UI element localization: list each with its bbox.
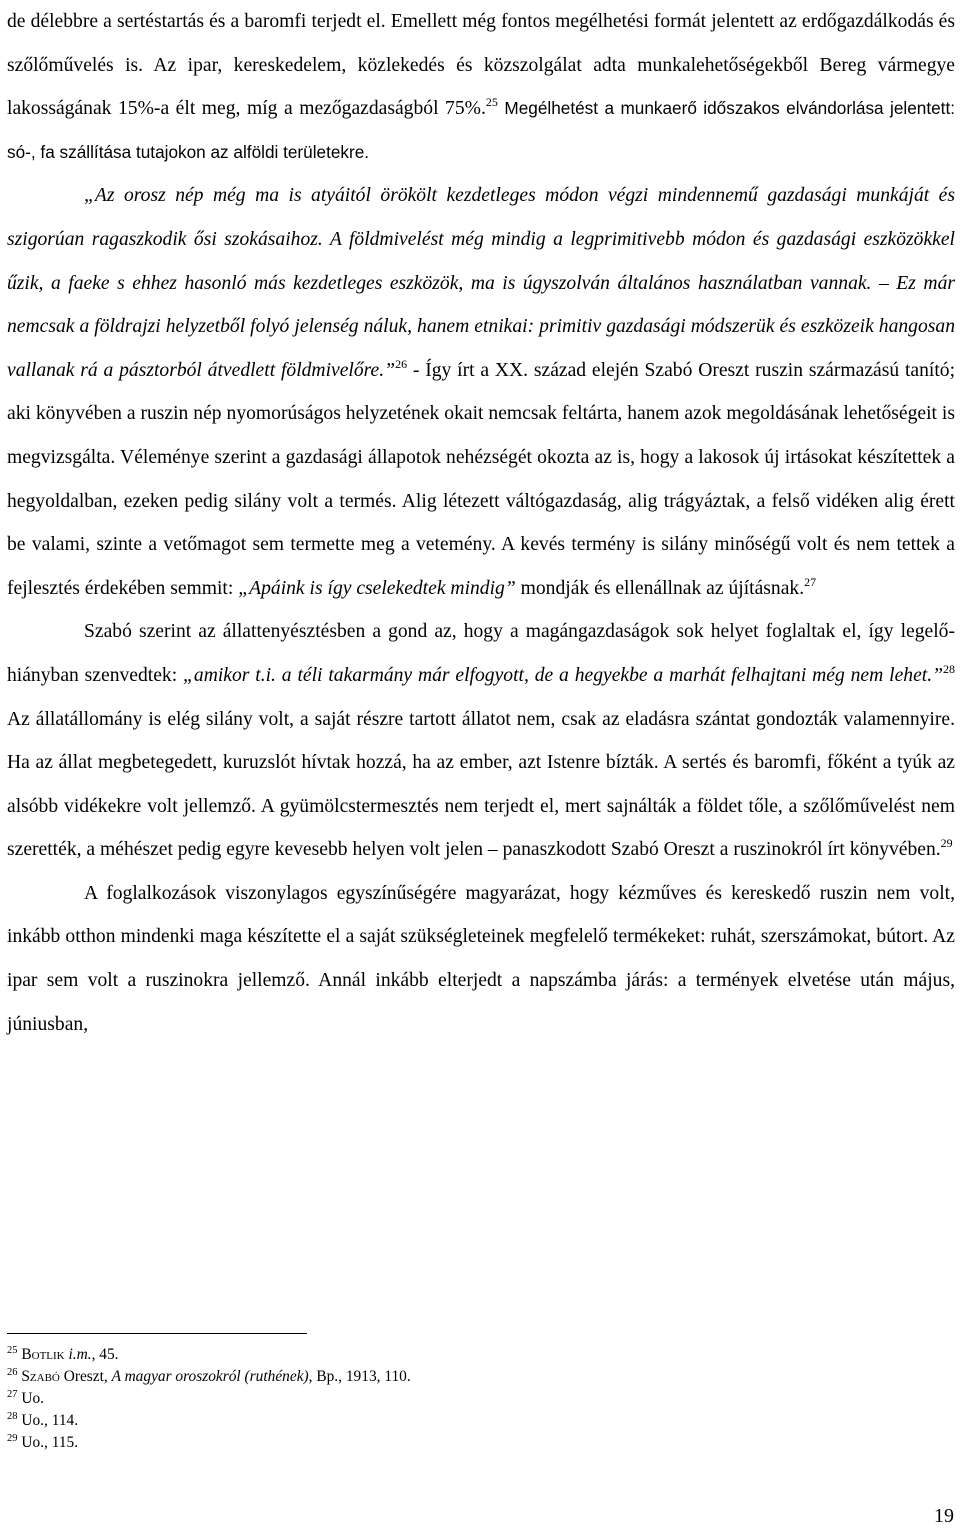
paragraph-1-text-a: de délebbre a sertéstartás és a baromfi terjedt el. Emellett még fontos megélhetési formát jelentett az erdőgazdálkodás és szőlőművelés is. Az ipar, kereskedelem, közlekedés és közszolgálat adta munkalehetőségekből Bereg vármegye lakosságának 15%-a élt meg, míg a mezőgazdaságból 75%.: [7, 11, 955, 120]
footnote-ref-26[interactable]: 26: [395, 356, 408, 371]
paragraph-2: [7, 174, 955, 610]
footnote-text: Uo., 115.: [21, 1434, 79, 1451]
footnote-author: Szabó: [21, 1368, 60, 1385]
footnote-text: Uo., 114.: [21, 1412, 79, 1429]
footnote-number: 25: [7, 1345, 18, 1356]
footnotes: [7, 1344, 947, 1454]
paragraph-3-text-b: Az állatállomány is elég silány volt, a saját részre tartott állatot nem, csak az eladásra szántat gondozták valamennyire. Ha az állat megbetegedett, kuruzslót hívtak hozzá, ha az ember, azt Istenre bízták. A sertés és baromfi, főként a tyúk az alsóbb vidékekre volt jellemző. A gyümölcstermesztés nem terjedt el, mert sajnálták a földet tőle, a szőlőművelést nem szerették, a méhészet pedig egyre kevesebb helyen volt jelen – panaszkodott Szabó Oreszt a ruszinokról írt könyvében.: [7, 708, 955, 861]
footnote-number: 28: [7, 1411, 18, 1422]
footnote-26: [7, 1366, 947, 1388]
paragraph-3-text-a: Szabó szerint az állattenyésztésben a gond az, hogy a magángazdaságok sok helyet foglaltak el, így legelő-hiányban szenvedtek:: [7, 621, 955, 686]
paragraph-4: [7, 872, 955, 1046]
footnote-27: [7, 1388, 947, 1410]
footnote-ref-27[interactable]: 27: [804, 574, 817, 589]
page-body: [7, 0, 955, 1046]
footnote-rest: , 45.: [91, 1346, 119, 1363]
footnote-author-given: Oreszt,: [59, 1368, 112, 1385]
footnote-ref-25[interactable]: 25: [485, 95, 498, 110]
footnote-29: [7, 1432, 947, 1454]
footnote-italic: A magyar oroszokról (ruthének): [111, 1368, 309, 1385]
paragraph-2-text-a: - Így írt a XX. század elején Szabó Oreszt ruszin származású tanító; aki könyvében a ruszin nép nyomorúságos helyzetének okait nemcsak feltárta, hanem azok megoldásának lehetőségeit is megvizsgálta. Véleménye szerint a gazdasági állapotok nehézségét okozta az is, hogy a lakosok új irtásokat készítettek a hegyoldalban, ezeken pedig silány volt a termés. Alig létezett váltógazdaság, alig trágyáztak, a felső vidéken alig érett be valami, szinte a vetőmagot sem termette meg a vetemény. A kevés termény is silány minőségű volt és nem tettek a fejlesztés érdekében semmit:: [7, 359, 956, 599]
footnote-author: Botlik: [21, 1346, 65, 1363]
paragraph-3: [7, 610, 955, 872]
quote-apaink: „Apáink is így cselekedtek mindig”: [238, 577, 516, 599]
footnote-number: 27: [7, 1389, 18, 1400]
footnote-italic: i.m.: [68, 1346, 92, 1363]
paragraph-4-text: A foglalkozások viszonylagos egyszínűségére magyarázat, hogy kézműves és kereskedő ruszin nem volt, inkább otthon mindenki maga készítette el a saját szükségleteinek megfelelő termékeket: ruhát, szerszámokat, bútort. Az ipar sem volt a ruszinokra jellemző. Annál inkább elterjedt a napszámba járás: a termények elvetése után május, júniusban,: [7, 882, 955, 1035]
footnote-ref-29[interactable]: 29: [940, 836, 953, 851]
footnote-number: 29: [7, 1433, 18, 1444]
footnote-separator: [7, 1333, 307, 1334]
paragraph-2-text-b: mondják és ellenállnak az újításnak.: [515, 577, 805, 599]
footnote-ref-28[interactable]: 28: [943, 661, 955, 676]
paragraph-1-text-b: Megélhetést a munkaerő időszakos elvándorlása jelentett: só-, fa szállítása tutajokon az alföldi területekre.: [7, 98, 955, 162]
footnote-text: Uo.: [21, 1390, 45, 1407]
footnote-25: [7, 1344, 947, 1366]
footnote-number: 26: [7, 1367, 18, 1378]
footnote-rest: , Bp., 1913, 110.: [308, 1368, 411, 1385]
page-number: 19: [934, 1505, 954, 1527]
quote-orosz-nep: „Az orosz nép még ma is atyáitól örökölt kezdetleges módon végzi mindennemű gazdasági munkáját és szigorúan ragaszkodik ősi szokásaihoz. A földmivelést még mindig a legprimitivebb módon és gazdasági eszközökkel űzik, a faeke s ehhez hasonló más kezdetleges eszközök, ma is úgyszolván általános használatban vannak. – Ez már nemcsak a földrajzi helyzetből folyó jelenség náluk, hanem etnikai: primitiv gazdasági módszerük és eszközeik hangosan vallanak rá a pásztorból átvedlett földmivelőre.”: [7, 185, 955, 381]
paragraph-1: [7, 0, 955, 174]
footnote-28: [7, 1410, 947, 1432]
quote-teli-takarmany: „amikor t.i. a téli takarmány már elfogyott, de a hegyekbe a marhát felhajtani még nem lehet.”: [183, 664, 943, 686]
